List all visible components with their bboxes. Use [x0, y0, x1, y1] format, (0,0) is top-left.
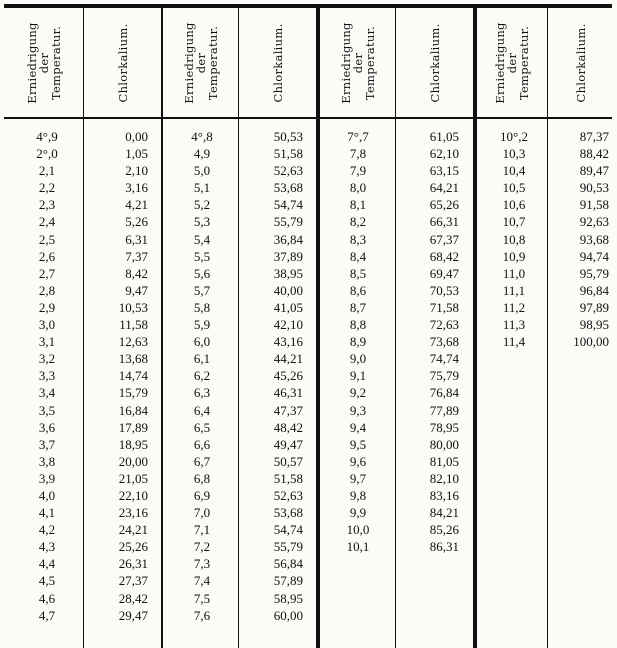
temperature-cell: 10,9 [502, 248, 526, 264]
temperature-cell: 3,1 [38, 334, 56, 350]
temperature-cell: 7,2 [193, 539, 211, 555]
temperature-cell: 4,6 [38, 590, 56, 606]
chlorkalium-cell: 21,05 [118, 470, 148, 486]
chlorkalium-cell: 67,37 [429, 231, 459, 247]
temperature-cell: 6,9 [193, 487, 211, 503]
temperature-cell: 4,1 [38, 505, 56, 521]
temperature-cell: 7,0 [193, 505, 211, 521]
chlorkalium-cell: 70,53 [429, 282, 459, 298]
chlorkalium-cell: 50,53 [273, 129, 303, 144]
chlorkalium-cell: 6,31 [125, 231, 148, 247]
chlorkalium-cell: 54,74 [273, 522, 303, 538]
temperature-cell: 7,8 [349, 146, 367, 162]
temperature-cell: 4,0 [38, 487, 56, 503]
temperature-cell: 5,4 [193, 231, 211, 247]
temperature-cell: 3,6 [38, 419, 56, 435]
chlorkalium-column [86, 128, 148, 624]
chlorkalium-cell: 51,58 [273, 470, 303, 486]
chlorkalium-cell: 2,10 [125, 163, 148, 179]
block-divider [316, 8, 320, 648]
header-temperature: Erniedrigung der Temperatur. [24, 21, 63, 104]
temperature-column [484, 128, 544, 350]
temperature-cell: 9,5 [349, 436, 367, 452]
temperature-cell: 10,5 [502, 180, 526, 196]
temperature-cell: 4,4 [38, 556, 56, 572]
chlorkalium-cell: 74,74 [429, 351, 459, 367]
chlorkalium-cell: 63,15 [429, 163, 459, 179]
chlorkalium-cell: 38,95 [273, 265, 303, 281]
temperature-cell: 5,3 [193, 214, 211, 230]
temperature-cell: 7,4 [193, 573, 211, 589]
chlorkalium-cell: 60,00 [273, 607, 303, 623]
temperature-cell: 8,5 [349, 265, 367, 281]
chlorkalium-cell: 93,68 [579, 231, 609, 247]
temperature-cell: 6,1 [193, 351, 211, 367]
temperature-cell: 6,3 [193, 385, 211, 401]
temperature-cell: 9,6 [349, 453, 367, 469]
chlorkalium-cell: 84,21 [429, 505, 459, 521]
chlorkalium-cell: 86,31 [429, 539, 459, 555]
temperature-cell: 9,0 [349, 351, 367, 367]
temperature-cell: 10,7 [502, 214, 526, 230]
top-rule [4, 4, 612, 8]
temperature-cell: 5,1 [193, 180, 211, 196]
temperature-cell: 4,5 [38, 573, 56, 589]
chlorkalium-column [548, 128, 609, 350]
divider [83, 8, 84, 648]
chlorkalium-cell: 54,74 [273, 197, 303, 213]
temperature-cell: 6,5 [193, 419, 211, 435]
chlorkalium-cell: 81,05 [429, 453, 459, 469]
temperature-cell: 4,7 [38, 607, 56, 623]
temperature-cell: 9,2 [349, 385, 367, 401]
temperature-cell: 5,0 [193, 163, 211, 179]
chlorkalium-cell: 90,53 [579, 180, 609, 196]
chlorkalium-cell: 97,89 [579, 299, 609, 315]
chlorkalium-cell: 7,37 [125, 248, 148, 264]
chlorkalium-cell: 71,58 [429, 299, 459, 315]
chlorkalium-cell: 52,63 [273, 487, 303, 503]
temperature-cell: 3,3 [38, 368, 56, 384]
chlorkalium-cell: 53,68 [273, 180, 303, 196]
chlorkalium-cell: 43,16 [273, 334, 303, 350]
temperature-cell: 11,1 [502, 282, 526, 298]
chlorkalium-cell: 46,31 [273, 385, 303, 401]
temperature-cell: 7°,7 [347, 129, 369, 144]
temperature-column [172, 128, 232, 624]
chlorkalium-cell: 89,47 [579, 163, 609, 179]
temperature-cell: 3,5 [38, 402, 56, 418]
chlorkalium-cell: 55,79 [273, 539, 303, 555]
temperature-column [14, 128, 80, 624]
temperature-cell: 8,8 [349, 317, 367, 333]
chlorkalium-cell: 42,10 [273, 317, 303, 333]
temperature-cell: 2,8 [38, 282, 56, 298]
temperature-cell: 10,1 [346, 539, 370, 555]
chlorkalium-cell: 15,79 [118, 385, 148, 401]
chlorkalium-cell: 9,47 [125, 282, 148, 298]
chlorkalium-cell: 17,89 [118, 419, 148, 435]
temperature-cell: 10,0 [346, 522, 370, 538]
temperature-cell: 3,4 [38, 385, 56, 401]
temperature-cell: 8,6 [349, 282, 367, 298]
chlorkalium-cell: 5,26 [125, 214, 148, 230]
divider [238, 8, 239, 648]
temperature-cell: 7,9 [349, 163, 367, 179]
chlorkalium-cell: 14,74 [118, 368, 148, 384]
chlorkalium-cell: 53,68 [273, 505, 303, 521]
temperature-column [328, 128, 388, 555]
temperature-cell: 6,2 [193, 368, 211, 384]
temperature-cell: 6,0 [193, 334, 211, 350]
chlorkalium-cell: 94,74 [579, 248, 609, 264]
temperature-cell: 2,6 [38, 248, 56, 264]
chlorkalium-cell: 41,05 [273, 299, 303, 315]
chlorkalium-cell: 29,47 [118, 607, 148, 623]
temperature-cell: 10,4 [502, 163, 526, 179]
temperature-cell: 7,1 [193, 522, 211, 538]
chlorkalium-cell: 91,58 [579, 197, 609, 213]
temperature-cell: 4,2 [38, 522, 56, 538]
chlorkalium-cell: 92,63 [579, 214, 609, 230]
temperature-cell: 11,0 [502, 265, 526, 281]
temperature-cell: 9,9 [349, 505, 367, 521]
chlorkalium-cell: 83,16 [429, 487, 459, 503]
chlorkalium-cell: 65,26 [429, 197, 459, 213]
chlorkalium-cell: 3,16 [125, 180, 148, 196]
chlorkalium-cell: 26,31 [118, 556, 148, 572]
chlorkalium-cell: 66,31 [429, 214, 459, 230]
chlorkalium-cell: 49,47 [273, 436, 303, 452]
chlorkalium-cell: 36,84 [273, 231, 303, 247]
chlorkalium-cell: 0,00 [125, 129, 148, 144]
chlorkalium-cell: 95,79 [579, 265, 609, 281]
block-divider [473, 8, 477, 648]
temperature-cell: 3,9 [38, 470, 56, 486]
chlorkalium-cell: 4,21 [125, 197, 148, 213]
chlorkalium-column [398, 128, 459, 555]
temperature-cell: 7,3 [193, 556, 211, 572]
chlorkalium-cell: 62,10 [429, 146, 459, 162]
chlorkalium-cell: 61,05 [429, 129, 459, 144]
temperature-cell: 6,7 [193, 453, 211, 469]
header-temperature: Erniedrigung der Temperatur. [338, 21, 377, 104]
temperature-cell: 10,8 [502, 231, 526, 247]
temperature-cell: 5,8 [193, 299, 211, 315]
temperature-cell: 7,5 [193, 590, 211, 606]
chlorkalium-cell: 24,21 [118, 522, 148, 538]
chlorkalium-cell: 13,68 [118, 351, 148, 367]
temperature-cell: 5,7 [193, 282, 211, 298]
temperature-cell: 8,1 [349, 197, 367, 213]
chlorkalium-cell: 40,00 [273, 282, 303, 298]
temperature-cell: 3,8 [38, 453, 56, 469]
chlorkalium-cell: 1,05 [125, 146, 148, 162]
chlorkalium-cell: 96,84 [579, 282, 609, 298]
temperature-cell: 10,3 [502, 146, 526, 162]
temperature-cell: 9,3 [349, 402, 367, 418]
chlorkalium-cell: 11,58 [119, 317, 148, 333]
temperature-cell: 8,7 [349, 299, 367, 315]
chlorkalium-cell: 23,16 [118, 505, 148, 521]
temperature-cell: 11,4 [502, 334, 526, 350]
temperature-cell: 8,2 [349, 214, 367, 230]
temperature-cell: 8,9 [349, 334, 367, 350]
chlorkalium-cell: 57,89 [273, 573, 303, 589]
header-chlorkalium: Chlorkalium. [115, 22, 130, 103]
chlorkalium-cell: 55,79 [273, 214, 303, 230]
chlorkalium-cell: 48,42 [273, 419, 303, 435]
chlorkalium-cell: 77,89 [429, 402, 459, 418]
chlorkalium-cell: 69,47 [429, 265, 459, 281]
temperature-cell: 2°,0 [36, 146, 58, 162]
chlorkalium-cell: 87,37 [579, 129, 609, 144]
chlorkalium-cell: 25,26 [118, 539, 148, 555]
temperature-cell: 7,6 [193, 607, 211, 623]
header-rule [4, 117, 612, 119]
temperature-cell: 3,0 [38, 317, 56, 333]
divider [395, 8, 396, 648]
header-chlorkalium: Chlorkalium. [270, 22, 285, 103]
chlorkalium-cell: 10,53 [118, 299, 148, 315]
chlorkalium-cell: 78,95 [429, 419, 459, 435]
chlorkalium-column [241, 128, 303, 624]
temperature-cell: 6,6 [193, 436, 211, 452]
chlorkalium-cell: 18,95 [118, 436, 148, 452]
chlorkalium-cell: 45,26 [273, 368, 303, 384]
temperature-cell: 3,2 [38, 351, 56, 367]
temperature-cell: 8,0 [349, 180, 367, 196]
temperature-cell: 2,7 [38, 265, 56, 281]
chlorkalium-cell: 72,63 [429, 317, 459, 333]
temperature-cell: 2,9 [38, 299, 56, 315]
chlorkalium-cell: 16,84 [118, 402, 148, 418]
temperature-cell: 6,4 [193, 402, 211, 418]
chlorkalium-cell: 47,37 [273, 402, 303, 418]
chlorkalium-cell: 85,26 [429, 522, 459, 538]
chlorkalium-cell: 76,84 [429, 385, 459, 401]
temperature-cell: 3,7 [38, 436, 56, 452]
chlorkalium-cell: 98,95 [579, 317, 609, 333]
chlorkalium-cell: 58,95 [273, 590, 303, 606]
temperature-cell: 4,3 [38, 539, 56, 555]
chlorkalium-cell: 20,00 [118, 453, 148, 469]
chlorkalium-cell: 82,10 [429, 470, 459, 486]
temperature-cell: 10,6 [502, 197, 526, 213]
temperature-cell: 11,2 [502, 299, 526, 315]
chlorkalium-cell: 88,42 [579, 146, 609, 162]
temperature-cell: 4,9 [193, 146, 211, 162]
temperature-cell: 2,1 [38, 163, 56, 179]
chlorkalium-cell: 50,57 [273, 453, 303, 469]
temperature-cell: 4°,8 [191, 129, 213, 144]
chlorkalium-cell: 27,37 [118, 573, 148, 589]
temperature-cell: 9,4 [349, 419, 367, 435]
chlorkalium-cell: 73,68 [429, 334, 459, 350]
temperature-cell: 2,2 [38, 180, 56, 196]
chlorkalium-cell: 28,42 [118, 590, 148, 606]
temperature-cell: 8,4 [349, 248, 367, 264]
chlorkalium-cell: 80,00 [429, 436, 459, 452]
chlorkalium-cell: 68,42 [429, 248, 459, 264]
temperature-cell: 9,7 [349, 470, 367, 486]
chlorkalium-cell: 8,42 [125, 265, 148, 281]
temperature-cell: 2,4 [38, 214, 56, 230]
temperature-cell: 5,6 [193, 265, 211, 281]
header-temperature: Erniedrigung der Temperatur. [181, 21, 220, 104]
chlorkalium-cell: 52,63 [273, 163, 303, 179]
temperature-cell: 4°,9 [36, 129, 58, 144]
temperature-cell: 8,3 [349, 231, 367, 247]
temperature-cell: 10°,2 [500, 129, 528, 144]
header-temperature: Erniedrigung der Temperatur. [493, 21, 531, 104]
header-chlorkalium: Chlorkalium. [574, 22, 588, 103]
temperature-cell: 5,5 [193, 248, 211, 264]
chlorkalium-cell: 64,21 [429, 180, 459, 196]
header-chlorkalium: Chlorkalium. [427, 22, 442, 103]
chlorkalium-cell: 51,58 [273, 146, 303, 162]
temperature-cell: 2,5 [38, 231, 56, 247]
temperature-cell: 9,1 [349, 368, 367, 384]
chlorkalium-cell: 12,63 [118, 334, 148, 350]
chlorkalium-cell: 37,89 [273, 248, 303, 264]
temperature-cell: 2,3 [38, 197, 56, 213]
chlorkalium-cell: 22,10 [118, 487, 148, 503]
temperature-cell: 11,3 [502, 317, 526, 333]
temperature-cell: 5,9 [193, 317, 211, 333]
chlorkalium-cell: 44,21 [273, 351, 303, 367]
chlorkalium-cell: 56,84 [273, 556, 303, 572]
temperature-cell: 9,8 [349, 487, 367, 503]
chlorkalium-cell: 100,00 [573, 334, 609, 350]
temperature-cell: 6,8 [193, 470, 211, 486]
divider [161, 8, 163, 648]
chlorkalium-cell: 75,79 [429, 368, 459, 384]
temperature-cell: 5,2 [193, 197, 211, 213]
